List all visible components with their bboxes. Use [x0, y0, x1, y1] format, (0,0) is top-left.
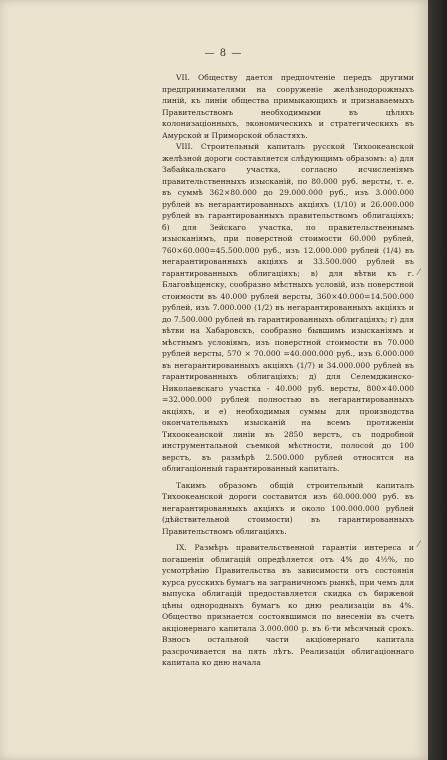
- book-edge: [428, 0, 447, 760]
- paragraph-summary: Такимъ образомъ общій строительный капиталъ Тихоокеанской дороги составится изъ 60.000.000 руб. въ негарантированныхъ акціяхъ и около 100.000.000 рублей (дѣйствительной стоимости) въ гарантированныхъ Правительствомъ облигаціяхъ.: [162, 480, 414, 536]
- paragraph-vii: VII. Обществу дается предпочтеніе передъ другими предпринимателями на сооруженіе желѣзнодорожныхъ линій, къ линіи общества примыкающихъ и признаваемыхъ Правительствомъ необходимыми въ цѣляхъ колонизаціонныхъ, экономическихъ и стратегическихъ въ Амурской и Приморской областяхъ.: [162, 73, 414, 140]
- pencil-tick-icon: ⁄: [418, 540, 420, 550]
- paragraph-viii: VIII. Строительный капиталъ русской Тихоокеанской желѣзной дороги составляется слѣдующимъ образомъ: а) для Забайкальскаго участка, согласно исчисленіямъ правительственныхъ изысканій, по 80.000 руб. версты, т. е. въ суммѣ 362×80.000 до 29.000.000 руб., изъ 3.000.000 рублей въ негарантированныхъ акціяхъ (1/10) и 26.000.000 рублей въ гарантированныхъ правительствомъ облигаціяхъ; б) для Зейскаго участка, по правительственнымъ изысканіямъ, при поверстной стоимости 60.000 рублей, 760×60.000=45.500.000 руб., изъ 12.000.000 рублей (1/4) въ негарантированныхъ акціяхъ и 33.500.000 рублей въ гарантированныхъ облигаціяхъ; в) для вѣтви къ г. Благовѣщенску, сообразно мѣстныхъ условій, изъ поверстной стоимости въ 40.000 рублей версты, 360×40.000=14.500.000 рублей, изъ 7.000.000 (1/2) въ негарантированныхъ акціяхъ и до 7.500.000 рублей въ гарантированныхъ облигаціяхъ; г) для вѣтви на Хабаровскъ, сообразно бывшимъ изысканіямъ и мѣстнымъ условіямъ, изъ поверстной стоимости въ 70.000 рублей версты, 570 × 70.000 =40.000.000 руб., изъ 6.000.000 въ негарантированныхъ акціяхъ (1/7) и 34.000.000 рублей въ гарантированныхъ облигаціяхъ; д) для Селемджинско-Николаевскаго участка - 40.000 руб. версты, 800×40.000 =32.000.000 рублей полностью въ негарантированныхъ акціяхъ, и е) необходимыя суммы для производства окончательныхъ изысканій на всемъ протяженіи Тихоокеанской линіи въ 2850 верстъ, съ подробной инструментальной съемкой мѣстности, полосой до 100 верстъ, въ размѣрѣ 2.500.000 рублей относятся на облигаціонный гарантированный капиталъ.: [162, 142, 414, 473]
- paragraph-ix: IX. Размѣръ правительственной гарантіи интереса и погашенія облигацій опредѣляется отъ 4% до 4½%, по усмотрѣнію Правительства въ зависимости отъ состоянія курса русскихъ бумагъ на заграничномъ рынкѣ, при чемъ для выпуска облигацій предоставляется скидка съ биржевой цѣны однородныхъ бумагъ ко дню реализаціи въ 4%. Общество признается состоявшимся по внесеніи въ счетъ акціонернаго капитала 3.000.000 р. въ 6-ти мѣсячный срокъ. Взносъ остальной части акціонернаго капитала разсрочивается на пять лѣтъ. Реализація облигаціоннаго капитала ко дню начала: [162, 543, 414, 667]
- body-text: [162, 72, 414, 669]
- page-number: — 8 —: [204, 48, 243, 59]
- pencil-tick-icon: ⁄: [418, 268, 420, 278]
